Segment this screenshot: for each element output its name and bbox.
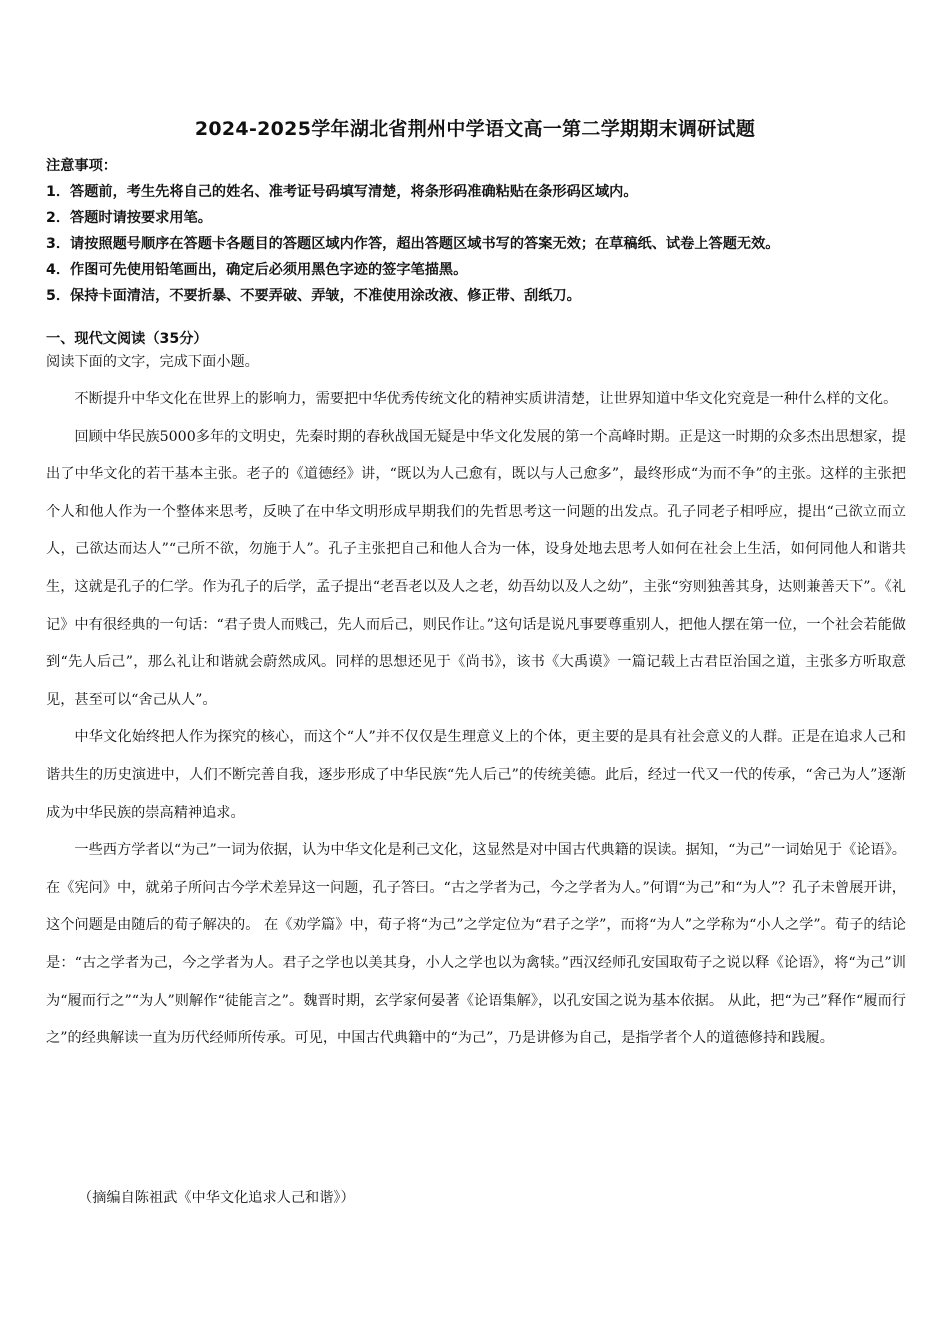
passage-paragraph: 回顾中华民族5000多年的文明史，先秦时期的春秋战国无疑是中华文化发展的第一个高峰时期。正是这一时期的众多杰出思想家，提出了中华文化的若干基本主张。老子的《道德经》讲，“既以为人己愈有，既以与人己愈多”，最终形成“为而不争”的主张。这样的主张把个人和他人作为一个整体来思考，反映了在中华文明形成早期我们的先哲思考这一问题的出发点。孔子同老子相呼应，提出“己欲立而立人，己欲达而达人”“己所不欲，勿施于人”。孔子主张把自己和他人合为一体，设身处地去思考人如何在社会上生活，如何同他人和谐共生，这就是孔子的仁学。作为孔子的后学，孟子提出“老吾老以及人之老，幼吾幼以及人之幼”，主张“穷则独善其身，达则兼善天下”。《礼记》中有很经典的一句话：“君子贵人而贱己，先人而后己，则民作让。”这句话是说凡事要尊重别人，把他人摆在第一位，一个社会若能做到“先人后己”，那么礼让和谐就会蔚然成风。同样的思想还见于《尚书》，该书《大禹谟》一篇记载上古君臣治国之道，主张多方听取意见，甚至可以“舍己从人”。 — [46, 428, 906, 708]
notice-item: 1．答题前，考生先将自己的姓名、准考证号码填写清楚，将条形码准确粘贴在条形码区域内。 — [46, 184, 638, 200]
passage-paragraph: 不断提升中华文化在世界上的影响力，需要把中华优秀传统文化的精神实质讲清楚，让世界知道中华文化究竟是一种什么样的文化。 — [74, 391, 898, 407]
notice-item: 3．请按照题号顺序在答题卡各题目的答题区域内作答，超出答题区域书写的答案无效；在草稿纸、试卷上答题无效。 — [46, 236, 780, 252]
reading-passage — [46, 381, 906, 1058]
exam-title: 2024-2025学年湖北省荆州中学语文高一第二学期期末调研试题 — [194, 118, 756, 140]
passage-paragraph: 一些西方学者以“为己”一词为依据，认为中华文化是利己文化，这显然是对中国古代典籍的误读。据知，“为己”一词始见于《论语》。在《宪问》中，就弟子所问古今学术差异这一问题，孔子答曰。“古之学者为己，今之学者为人。”何谓“为己”和“为人”？孔子未曾展开讲，这个问题是由随后的荀子解决的。 在《劝学篇》中，荀子将“为己”之学定位为“君子之学”，而将“为人”之学称为“小人之学”。荀子的结论是：“古之学者为己，今之学者为人。君子之学也以美其身，小人之学也以为禽犊。”西汉经师孔安国取荀子之说以释《论语》，将“为己”训为“履而行之”“为人”则解作“徒能言之”。魏晋时期，玄学家何晏著《论语集解》，以孔安国之说为基本依据。 从此，把“为己”释作“履而行之”的经典解读一直为历代经师所传承。可见，中国古代典籍中的“为己”，乃是讲修为自己，是指学者个人的道德修持和践履。 — [46, 842, 906, 1047]
notice-item: 2．答题时请按要求用笔。 — [46, 210, 212, 226]
notice-block — [46, 153, 926, 309]
notice-heading: 注意事项： — [46, 158, 117, 174]
reading-instruction: 阅读下面的文字，完成下面小题。 — [46, 354, 259, 370]
section-heading: 一、现代文阅读（35分） — [46, 331, 208, 347]
passage-source: （摘编自陈祖武《中华文化追求人己和谐》） — [78, 1190, 355, 1206]
notice-item: 5．保持卡面清洁，不要折暴、不要弄破、弄皱，不准使用涂改液、修正带、刮纸刀。 — [46, 288, 581, 304]
notice-item: 4．作图可先使用铅笔画出，确定后必须用黑色字迹的签字笔描黑。 — [46, 262, 468, 278]
passage-paragraph: 中华文化始终把人作为探究的核心，而这个“人”并不仅仅是生理意义上的个体，更主要的是具有社会意义的人群。正是在追求人己和谐共生的历史演进中，人们不断完善自我，逐步形成了中华民族“先人后己”的传统美德。此后，经过一代又一代的传承，“舍己为人”逐渐成为中华民族的崇高精神追求。 — [46, 729, 906, 821]
